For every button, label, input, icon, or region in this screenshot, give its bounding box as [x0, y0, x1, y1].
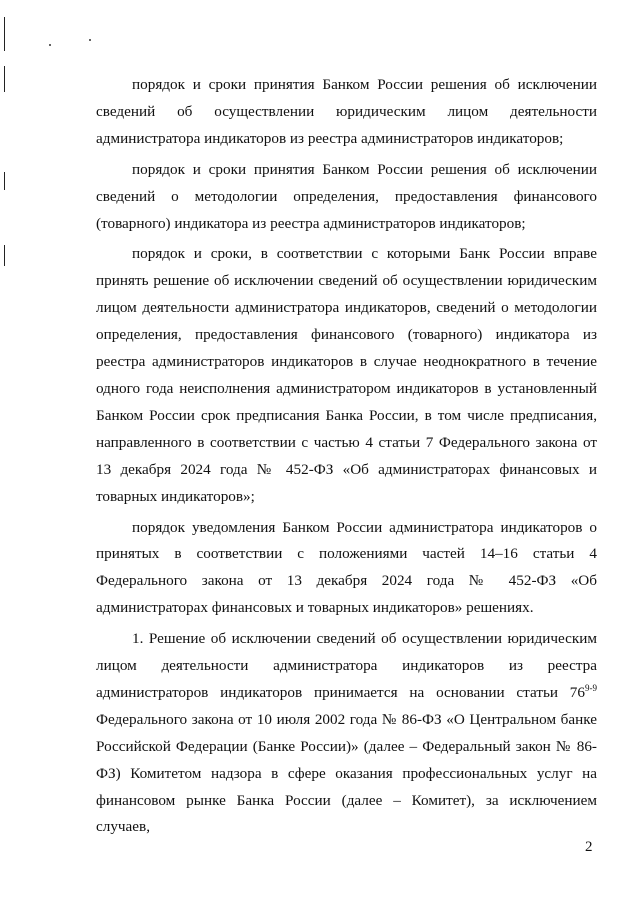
document-body — [96, 72, 597, 845]
numbered-paragraph-1 — [96, 626, 597, 841]
page-number: 2 — [585, 839, 593, 855]
left-scan-artifact-1 — [4, 17, 5, 51]
list-paragraph-2: порядок и сроки принятия Банком России решения об исключении сведений о методологии определения, предоставления финансового (товарного) индикатора из реестра администраторов индикаторов; — [96, 160, 597, 232]
paragraph-text-part-1: 1. Решение об исключении сведений об осуществлении юридическим лицом деятельности администратора индикаторов из реестра администраторов индикаторов принимается на основании статьи 76 — [96, 630, 597, 701]
list-paragraph-4: порядок уведомления Банком России администратора индикаторов о принятых в соответствии с положениями частей 14–16 статьи 4 Федерального закона от 13 декабря 2024 года № 452-ФЗ «Об администраторах финансовых и товарных индикаторов» решениях. — [96, 518, 597, 617]
article-superscript: 9-9 — [585, 682, 597, 693]
left-scan-artifact-4 — [4, 245, 5, 266]
paragraph-text-part-2: Федерального закона от 10 июля 2002 года № 86-ФЗ «О Центральном банке Российской Федерации (Банке России)» (далее – Федеральный закон № 86-ФЗ) Комитетом надзора в сфере оказания профессиональных услуг на финансовом рынке Банка России (далее – Комитет), за исключением случаев, — [96, 710, 597, 836]
left-scan-artifact-2 — [4, 66, 5, 92]
scan-dot-1 — [49, 44, 51, 46]
scan-dot-2 — [89, 39, 91, 41]
left-scan-artifact-3 — [4, 172, 5, 190]
list-paragraph-3: порядок и сроки, в соответствии с которыми Банк России вправе принять решение об исключении сведений об осуществлении юридическим лицом деятельности администратора индикаторов, сведений о методологии определения, предоставления финансового (товарного) индикатора из реестра администраторов индикаторов в случае неоднократного в течение одного года неисполнения администратором индикаторов в установленный Банком России срок предписания Банка России, в том числе предписания, направленного в соответствии с частью 4 статьи 7 Федерального закона от 13 декабря 2024 года № 452-ФЗ «Об администраторах финансовых и товарных индикаторов»; — [96, 245, 597, 505]
list-paragraph-1: порядок и сроки принятия Банком России решения об исключении сведений об осуществлении юридическим лицом деятельности администратора индикаторов из реестра администраторов индикаторов; — [96, 76, 597, 147]
